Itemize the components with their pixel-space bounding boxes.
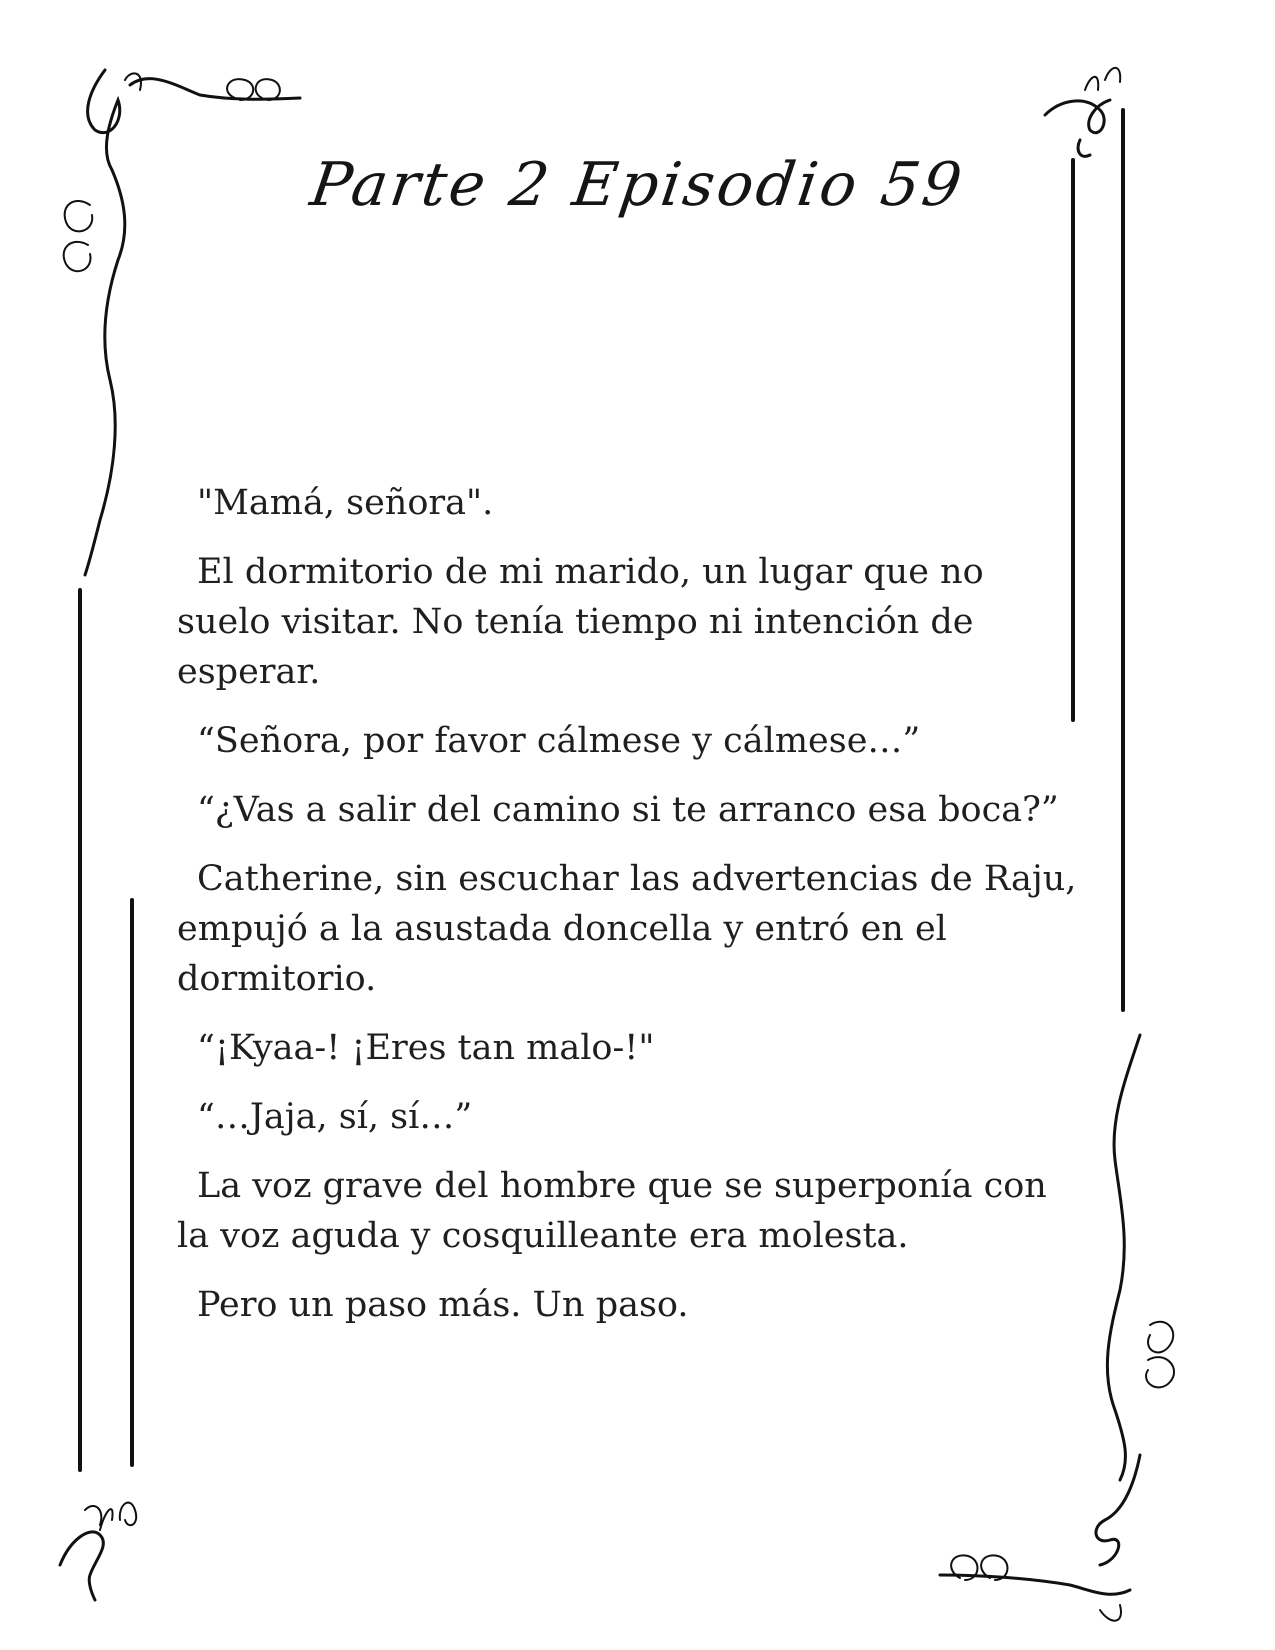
flourish-bottom-left-icon <box>60 1503 136 1600</box>
paragraph: “…Jaja, sí, sí…” <box>197 1097 473 1137</box>
paragraph: “¡Kyaa-! ¡Eres tan malo-!" <box>197 1028 655 1068</box>
paragraph: “Señora, por favor cálmese y cálmese…” <box>197 721 921 761</box>
story-text <box>177 478 1077 1349</box>
flourish-top-right-icon <box>1045 68 1120 156</box>
paragraph: "Mamá, señora". <box>197 483 494 523</box>
paragraph: Pero un paso más. Un paso. <box>197 1285 689 1325</box>
paragraph: Catherine, sin escuchar las advertencias de Raju, empujó a la asustada doncella y entró en el dormitorio. <box>177 859 1077 999</box>
paragraph: “¿Vas a salir del camino si te arranco esa boca?” <box>197 790 1059 830</box>
paragraph: La voz grave del hombre que se superponía con la voz aguda y cosquilleante era molesta. <box>177 1166 1047 1256</box>
paragraph: El dormitorio de mi marido, un lugar que no suelo visitar. No tenía tiempo ni intención de esperar. <box>177 552 984 692</box>
page-title: Parte 2 Episodio 59 <box>306 150 969 220</box>
